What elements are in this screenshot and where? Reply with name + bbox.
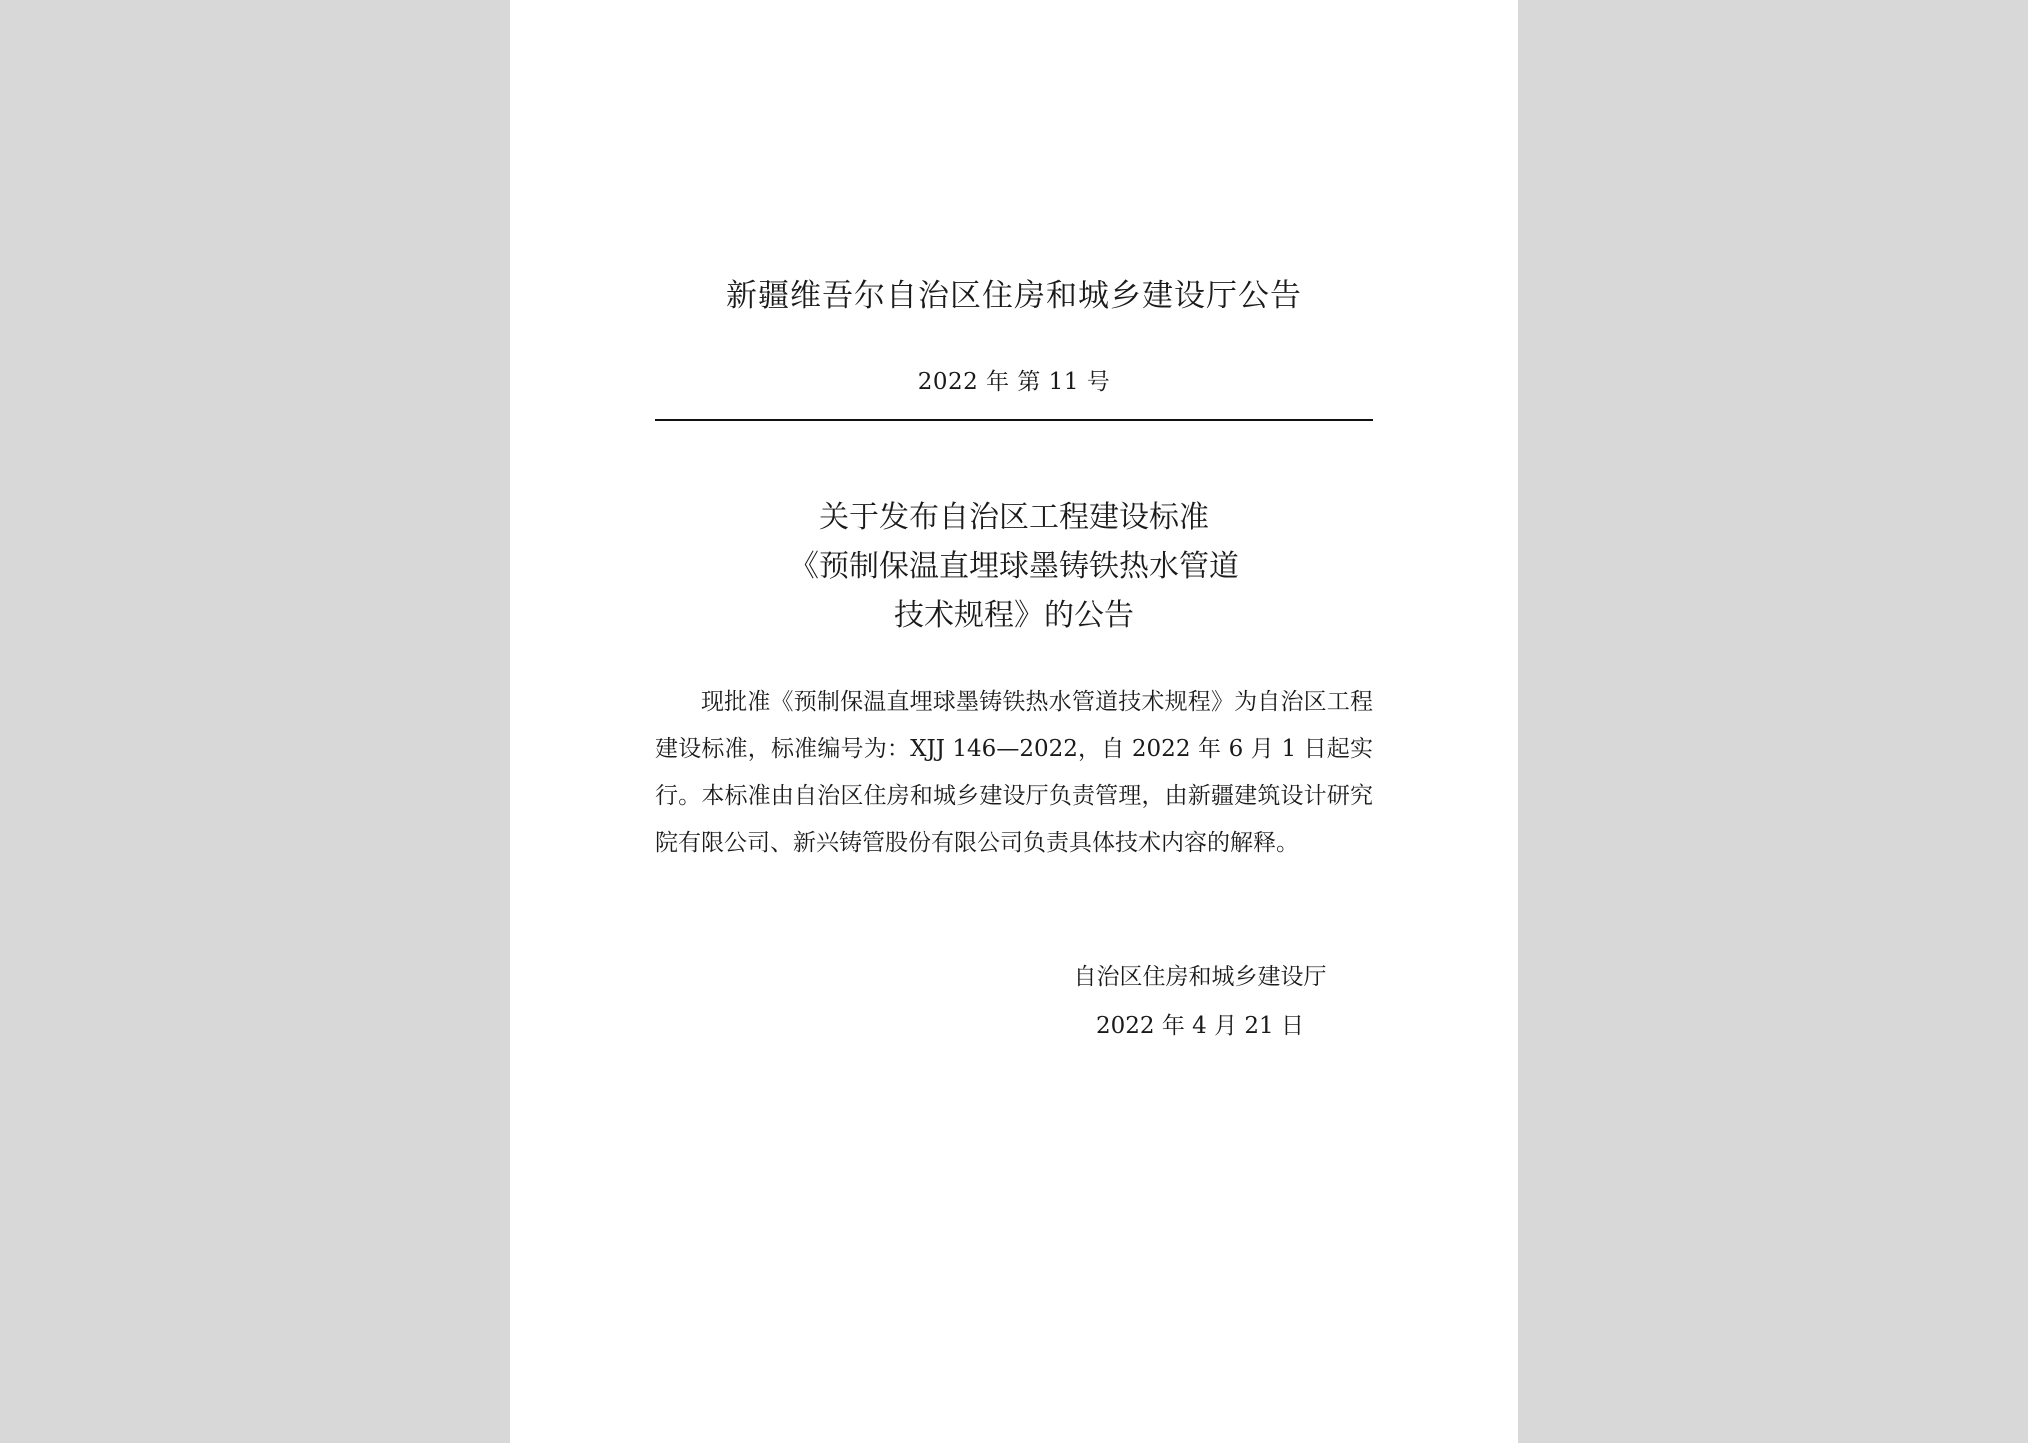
notice-body bbox=[655, 679, 1373, 867]
issue-number: 2022 年 第 11 号 bbox=[917, 369, 1111, 395]
notice-title-line-3: 技术规程》的公告 bbox=[894, 598, 1134, 633]
header-divider bbox=[655, 419, 1373, 421]
signature-date: 2022 年 4 月 21 日 bbox=[1096, 1013, 1304, 1039]
body-paragraph: 现批准《预制保温直埋球墨铸铁热水管道技术规程》为自治区工程建设标准，标准编号为：XJJ 146—2022，自 2022 年 6 月 1 日起实行。本标准由自治区住房和城乡建设厅负责管理，由新疆建筑设计研究院有限公司、新兴铸管股份有限公司负责具体技术内容的解释。 bbox=[655, 689, 1373, 856]
document-page bbox=[510, 0, 1518, 1443]
document-header-title: 新疆维吾尔自治区住房和城乡建设厅公告 bbox=[726, 278, 1302, 314]
notice-title-line-1: 关于发布自治区工程建设标准 bbox=[819, 500, 1209, 535]
signature-organization: 自治区住房和城乡建设厅 bbox=[1073, 964, 1327, 990]
notice-title-line-2: 《预制保温直埋球墨铸铁热水管道 bbox=[789, 549, 1239, 584]
notice-title bbox=[510, 493, 1518, 640]
